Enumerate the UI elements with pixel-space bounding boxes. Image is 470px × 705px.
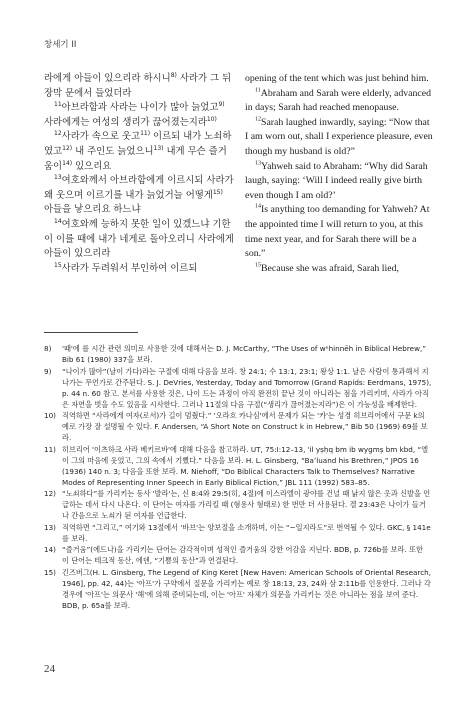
footnote bbox=[44, 444, 432, 488]
footnote-ref[interactable]: 10) bbox=[206, 115, 217, 123]
footnote-ref[interactable]: 13) bbox=[153, 144, 164, 152]
verse-text: 여호와께 능하지 못한 일이 있겠느냐 기한이 이를 때에 내가 네게로 돌아오리니 사라에게 아들이 있으리라 bbox=[44, 218, 234, 260]
running-header: 창세기 II bbox=[44, 40, 77, 50]
footnote-ref[interactable]: 15) bbox=[212, 188, 223, 196]
verse-text: Yahweh said to Abraham: “Why did Sarah laugh, saying: ‘Will I indeed really give birth even though I am old?’ bbox=[245, 160, 428, 201]
verse-number: 15 bbox=[255, 262, 261, 269]
footnote-number: 10) bbox=[44, 411, 56, 420]
footnote-number: 15) bbox=[44, 567, 56, 577]
verse-number: 11 bbox=[255, 87, 261, 94]
footnote-ref[interactable]: 12) bbox=[62, 144, 73, 152]
verse-number: 12 bbox=[54, 130, 62, 138]
verse-text: 사라가 그 뒤 장막 문에서 들었더라 bbox=[44, 73, 232, 99]
korean-translation-column bbox=[44, 72, 234, 276]
verse-text: 사라가 두려워서 부인하여 이르되 bbox=[61, 262, 198, 274]
verse-number: 12 bbox=[255, 116, 261, 123]
footnote-ref[interactable]: 11) bbox=[140, 130, 151, 138]
footnote-text: “즐거움”(에드나)을 가리키는 단어는 감각적이며 성적인 즐거움의 강한 어감을 지닌다. BDB, p. 726b를 보라. 또한 이 단어는 테크적 동산, 에덴, “기쁨의 동산”과 연결된다. bbox=[62, 545, 423, 565]
verse-text: Sarah laughed inwardly, saying: “Now that I am worn out, shall I experience pleasure, even though my husband is old?” bbox=[245, 116, 433, 157]
footnotes bbox=[44, 343, 432, 611]
footnote-separator bbox=[44, 332, 138, 333]
footnote-text: '때'에 를 시간 관련 의미로 사용한 것에 대해서는 D. J. McCarthy, “The Uses of wᵉhinnēh in Biblical Hebrew,” Bib 61 (1980) 337을 보라. bbox=[62, 344, 426, 364]
verse-text: 이르되 내가 노쇠하였고 bbox=[44, 131, 232, 157]
verse-number: 15 bbox=[54, 261, 62, 269]
footnote-number: 9) bbox=[44, 366, 52, 376]
verse-text: Abraham and Sarah were elderly, advanced in days; Sarah had reached menopause. bbox=[245, 87, 431, 114]
verse-text: Is anything too demanding for Yahweh? At the appointed time I will return to you, at this time next year, and for Sarah there will be a son.” bbox=[245, 204, 430, 260]
verse-text: 사라에게는 여성의 생리가 끊어졌는지라 bbox=[44, 116, 207, 128]
verse-paragraph bbox=[245, 116, 435, 160]
footnote bbox=[44, 567, 432, 611]
verse-number: 11 bbox=[54, 101, 62, 109]
footnote-number: 12) bbox=[44, 489, 56, 498]
footnote bbox=[44, 522, 432, 544]
verse-text: 라에게 아들이 있으리라 하시니 bbox=[44, 73, 171, 84]
verse-text: 내게 무슨 즐거움이 bbox=[44, 145, 227, 172]
verse-text: 여호와께서 아브라함에게 이르시되 사라가 왜 웃으며 이르기를 내가 늙었거늘 어떻게 bbox=[44, 175, 234, 201]
footnote bbox=[44, 366, 432, 410]
verse-number: 14 bbox=[54, 217, 62, 225]
verse-paragraph bbox=[44, 174, 234, 218]
footnote bbox=[44, 488, 432, 521]
verse-number: 13 bbox=[255, 160, 261, 167]
footnote-number: 13) bbox=[44, 522, 56, 532]
verse-paragraph bbox=[44, 101, 234, 130]
verse-number: 14 bbox=[255, 204, 261, 211]
verse-text: 사라가 속으로 웃고 bbox=[61, 131, 141, 143]
footnote-ref[interactable]: 9) bbox=[218, 101, 225, 109]
footnote-text: 직역하면 “사라에게 여자(로서)가 길이 멈췄다.” '오라흐 카나심'에서 문제가 되는 '카'는 성경 히브리어에서 구문 k의 예로 가장 잘 설명될 수 있다. F. Andersen, “A Short Note on Construct k in Hebrew,” Bib 50 (1969) 69를 보라. bbox=[62, 411, 428, 442]
verse-text: 아브라함과 사라는 나이가 많아 늙었고 bbox=[61, 102, 219, 114]
english-translation-column bbox=[245, 72, 435, 276]
verse-paragraph bbox=[245, 72, 435, 87]
verse-number: 13 bbox=[54, 174, 62, 182]
verse-text: Because she was afraid, Sarah lied, bbox=[261, 262, 399, 274]
footnote bbox=[44, 544, 432, 566]
verse-paragraph bbox=[245, 160, 435, 204]
footnote-ref[interactable]: 8) bbox=[170, 71, 177, 79]
verse-paragraph bbox=[245, 203, 435, 261]
verse-paragraph bbox=[245, 262, 435, 277]
footnote-text: “노쇠하다”를 가리키는 동사 '발라'는, 신 8:4와 29:5(히, 4절)에 이스라엘이 광야를 건널 때 낡지 않은 옷과 신발을 언급하는 데서 다시 나온다. 이 단어는 여자를 가리킬 때 (형용사 형태로) 한 번만 더 사용된다. 겔 23:43은 나이가 들거나 간음으로 노쇠가 된 여자를 언급한다. bbox=[62, 489, 431, 520]
footnote-number: 11) bbox=[44, 444, 56, 454]
verse-paragraph bbox=[245, 87, 435, 116]
footnote bbox=[44, 343, 432, 365]
verse-paragraph bbox=[44, 130, 234, 174]
footnote-number: 8) bbox=[44, 344, 52, 353]
footnote-number: 14) bbox=[44, 545, 56, 554]
verse-text: 있으리요 bbox=[72, 160, 112, 172]
verse-paragraph bbox=[44, 262, 234, 277]
footnote bbox=[44, 410, 432, 443]
verse-paragraph bbox=[44, 218, 234, 262]
footnote-ref[interactable]: 14) bbox=[62, 159, 73, 167]
verse-paragraph bbox=[44, 72, 234, 101]
footnote-text: 히브리어 '이츠하크 사라 베키르바'에 대해 다음을 참고하라. UT, 75:I:12–13, 'il yṣḥq bm ib wygmṣ bm kbd, “엘이 그의 마음에 웃었고, 그의 속에서 기뻤다.” 다음을 보라. H. L. Ginsberg, “Baʻluand his Brethren,” JPOS 16 (1936) 140 n. 3; 다음을 또한 보라. M. Niehoff, “Do Biblical Characters Talk to Themselves? Narrative Modes of Representing Inner Speech in Early Biblical Fiction,” JBL 111 (1992) 583–85. bbox=[62, 444, 429, 487]
verse-text: 내 주인도 늙었으니 bbox=[72, 145, 154, 157]
footnote-text: 긴즈버그(H. L. Ginsberg, The Legend of King Keret [New Haven: American Schools of Oriental Research, 1946], pp. 42, 44)는 '아프'가 구약에서 질문을 가리키는 예로 창 18:13, 23, 24와 삼 2:11b를 인용한다. 그러나 각 경우에 '아프'는 의문사 '해'에 의해 준비되는데, 이는 '아프' 자체가 의문을 가리키는 것은 아니라는 점을 보여 준다. BDB, p. 65a를 보라. bbox=[62, 567, 432, 610]
footnote-text: “나이가 많아”(날이 가다)라는 구절에 대해 다음을 보라. 창 24:1; 수 13:1, 23:1; 왕상 1:1. 날은 사람이 통과해서 지나가는 무언가로 간주된다. S. J. DeVries, Yesterday, Today and Tomorrow (Grand Rapids: Eerdmans, 1975), p. 44 n. 60 참고. 본서를 사용한 것은, 나이 드는 과정이 아직 완전히 끝난 것이 아니라는 점을 가리키며, 사라가 아직은 자연을 벗을 수도 있음을 시사한다. 그러나 11절의 다음 구절(“생리가 끊어졌는지라”)은 이 가능성을 배제한다. bbox=[62, 366, 432, 409]
verse-text: 아들을 낳으리요 하느냐 bbox=[44, 204, 141, 216]
footnote-text: 직역하면 “그리고,” 여기와 13절에서 '바브'는 양보절을 소개하며, 이는 “~일지라도”로 번역될 수 있다. GKC, § 141e를 보라. bbox=[62, 522, 431, 543]
page-number: 24 bbox=[44, 663, 55, 675]
verse-text: opening of the tent which was just behind him. bbox=[245, 73, 429, 84]
